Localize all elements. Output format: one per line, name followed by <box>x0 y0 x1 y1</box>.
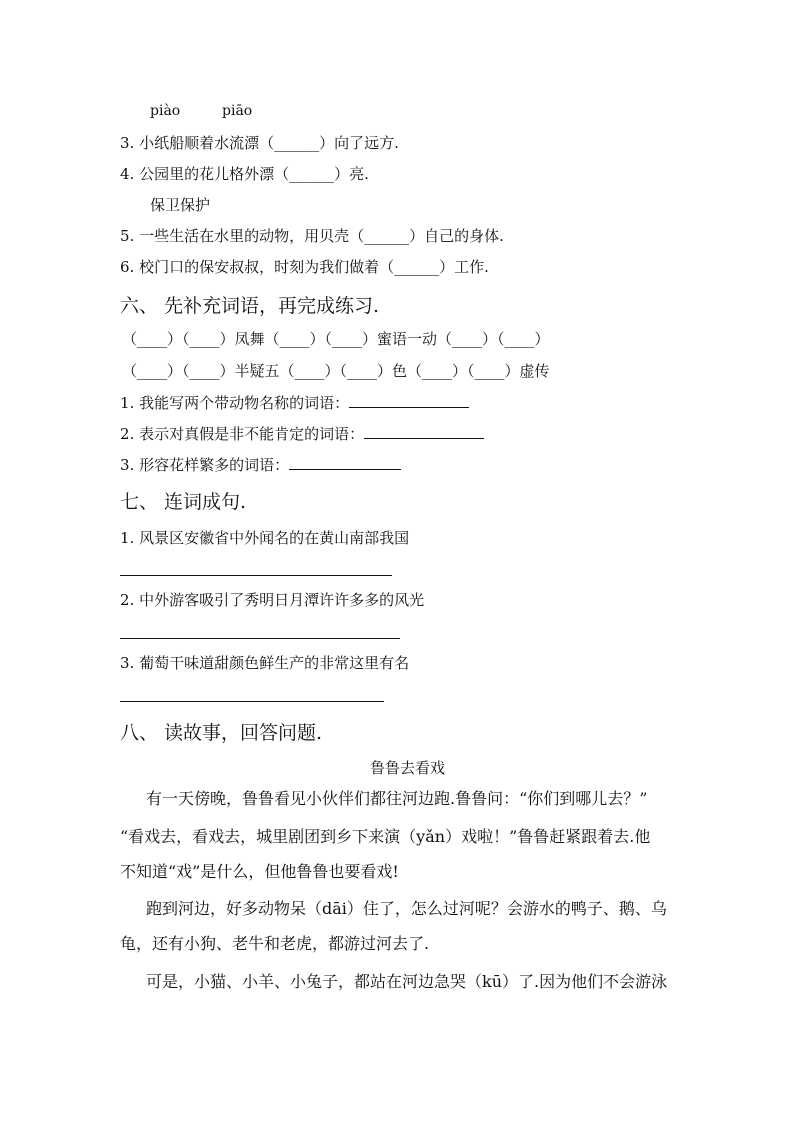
question-6-3 <box>120 455 401 475</box>
story-paragraph-2-line-2: 龟，还有小狗、老牛和老虎，都游过河去了. <box>120 934 430 953</box>
question-5-5: 5. 一些生活在水里的动物，用贝壳（______）自己的身体. <box>120 227 504 245</box>
answer-line-7-1[interactable] <box>120 575 392 576</box>
word-choices: 保卫保护 <box>150 196 211 214</box>
question-6-1 <box>120 393 469 413</box>
question-7-1: 1. 风景区安徽省中外闻名的在黄山南部我国 <box>120 529 410 547</box>
idiom-row-1: （____）（____）凤舞（____）（____）蜜语一动（____）（____） <box>122 330 550 348</box>
answer-line-7-3[interactable] <box>120 701 384 702</box>
idiom-row-2: （____）（____）半疑五（____）（____）色（____）（____）虚传 <box>122 362 550 380</box>
section-7-heading: 七、 连词成句. <box>120 491 247 513</box>
story-paragraph-1-line-1: 有一天傍晚，鲁鲁看见小伙伴们都往河边跑.鲁鲁问：“你们到哪儿去？” <box>146 789 648 808</box>
question-6-3-text: 3. 形容花样繁多的词语： <box>120 456 290 474</box>
story-paragraph-2-line-1: 跑到河边，好多动物呆（dāi）住了，怎么过河呢？会游水的鸭子、鹅、乌 <box>146 899 667 918</box>
pinyin-piao1: piāo <box>222 103 253 119</box>
question-7-3: 3. 葡萄干味道甜颜色鲜生产的非常这里有名 <box>120 654 410 672</box>
answer-line-6-1[interactable] <box>349 393 469 408</box>
story-paragraph-3-line-1: 可是，小猫、小羊、小兔子，都站在河边急哭（kū）了.因为他们不会游泳 <box>146 972 668 991</box>
section-8-heading: 八、 读故事，回答问题. <box>120 722 323 744</box>
question-5-6: 6. 校门口的保安叔叔，时刻为我们做着（______）工作. <box>120 258 489 276</box>
question-5-4: 4. 公园里的花儿格外漂（______）亮. <box>120 165 369 183</box>
question-7-2: 2. 中外游客吸引了秀明日月潭许许多多的风光 <box>120 591 425 609</box>
question-5-3: 3. 小纸船顺着水流漂（______）向了远方. <box>120 134 399 152</box>
question-6-2-text: 2. 表示对真假是非不能肯定的词语： <box>120 425 365 443</box>
story-paragraph-1-line-2: “看戏去，看戏去，城里剧团到乡下来演（yǎn）戏啦！”鲁鲁赶紧跟着去.他 <box>120 827 651 846</box>
question-6-2 <box>120 424 484 444</box>
section-6-heading: 六、 先补充词语，再完成练习. <box>120 295 380 317</box>
question-6-1-text: 1. 我能写两个带动物名称的词语： <box>120 394 350 412</box>
answer-line-6-3[interactable] <box>289 455 401 470</box>
answer-line-7-2[interactable] <box>120 638 400 639</box>
answer-line-6-2[interactable] <box>364 424 484 439</box>
story-paragraph-1-line-3: 不知道“戏”是什么，但他鲁鲁也要看戏! <box>120 862 399 881</box>
story-title: 鲁鲁去看戏 <box>370 759 446 777</box>
pinyin-piao4: piào <box>150 103 181 119</box>
